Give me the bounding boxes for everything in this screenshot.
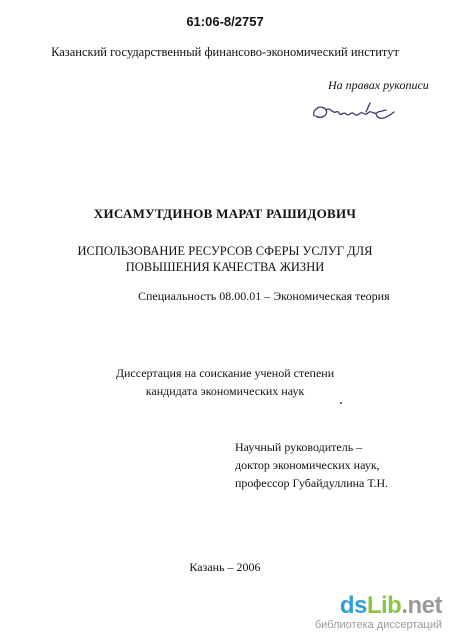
- logo-ds: ds: [339, 592, 367, 619]
- watermark-tagline: библиотека диссертаций: [314, 619, 442, 631]
- handwritten-signature: [310, 100, 398, 126]
- supervisor-label: Научный руководитель –: [235, 440, 363, 454]
- dslib-logo[interactable]: [315, 594, 442, 618]
- logo-net: .net: [401, 592, 442, 619]
- dissertation-title-line-1: ИСПОЛЬЗОВАНИЕ РЕСУРСОВ СФЕРЫ УСЛУГ ДЛЯ: [77, 244, 373, 258]
- city-year: Казань – 2006: [189, 560, 261, 574]
- scan-speck: [340, 402, 342, 404]
- institute-name: Казанский государственный финансово-экономический институт: [51, 45, 399, 59]
- dslib-watermark[interactable]: [315, 594, 442, 631]
- manuscript-note: На правах рукописи: [328, 78, 429, 92]
- specialty-line: Специальность 08.00.01 – Экономическая теория: [138, 289, 390, 303]
- degree-line-2: кандидата экономических наук: [145, 384, 305, 398]
- supervisor-degree: доктор экономических наук,: [235, 458, 380, 472]
- dissertation-title-line-2: ПОВЫШЕНИЯ КАЧЕСТВА ЖИЗНИ: [125, 260, 325, 274]
- catalog-number: 61:06-8/2757: [186, 14, 264, 29]
- supervisor-name: профессор Губайдуллина Т.Н.: [235, 476, 389, 490]
- logo-lib: Lib: [366, 592, 402, 619]
- author-name: ХИСАМУТДИНОВ МАРАТ РАШИДОВИЧ: [93, 206, 357, 221]
- degree-line-1: Диссертация на соискание ученой степени: [115, 366, 335, 380]
